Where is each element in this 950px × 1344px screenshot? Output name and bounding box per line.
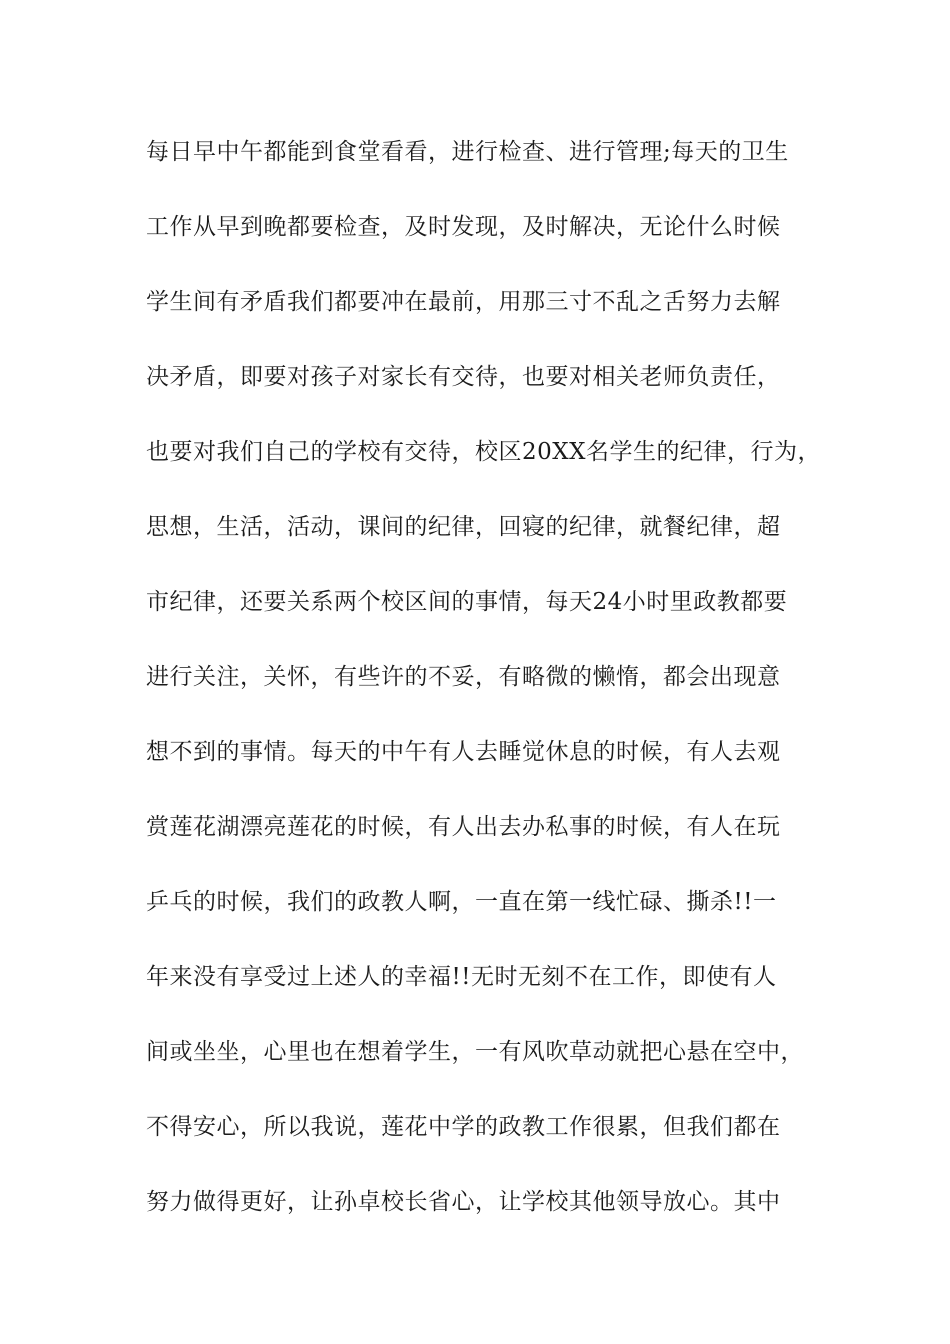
text-line-7: 市纪律，还要关系两个校区间的事情，每天24小时里政教都要 [146,589,788,615]
text-line-4: 决矛盾，即要对孩子对家长有交待，也要对相关老师负责任， [146,364,781,390]
text-line-10: 赏莲花湖漂亮莲花的时候，有人出去办私事的时候，有人在玩 [146,814,781,840]
text-line-14: 不得安心，所以我说，莲花中学的政教工作很累，但我们都在 [146,1114,781,1140]
text-line-6: 思想，生活，活动，课间的纪律，回寝的纪律，就餐纪律，超 [146,514,781,540]
text-line-3: 学生间有矛盾我们都要冲在最前，用那三寸不乱之舌努力去解 [146,289,781,315]
text-line-11: 乒乓的时候，我们的政教人啊，一直在第一线忙碌、撕杀!!一 [146,889,777,915]
text-line-12: 年来没有享受过上述人的幸福!!无时无刻不在工作，即使有人 [146,964,777,990]
body-text [146,128,826,1253]
text-line-15: 努力做得更好，让孙卓校长省心，让学校其他领导放心。其中 [146,1189,781,1215]
text-line-9: 想不到的事情。每天的中午有人去睡觉休息的时候，有人去观 [146,739,781,765]
text-line-8: 进行关注，关怀，有些许的不妥，有略微的懒惰，都会出现意 [146,664,781,690]
text-line-13: 间或坐坐，心里也在想着学生，一有风吹草动就把心悬在空中， [146,1039,804,1065]
text-line-2: 工作从早到晚都要检查，及时发现，及时解决，无论什么时候 [146,214,781,240]
text-line-1: 每日早中午都能到食堂看看，进行检查、进行管理;每天的卫生 [146,139,789,165]
text-line-5: 也要对我们自己的学校有交待，校区20XX名学生的纪律，行为， [146,439,822,465]
